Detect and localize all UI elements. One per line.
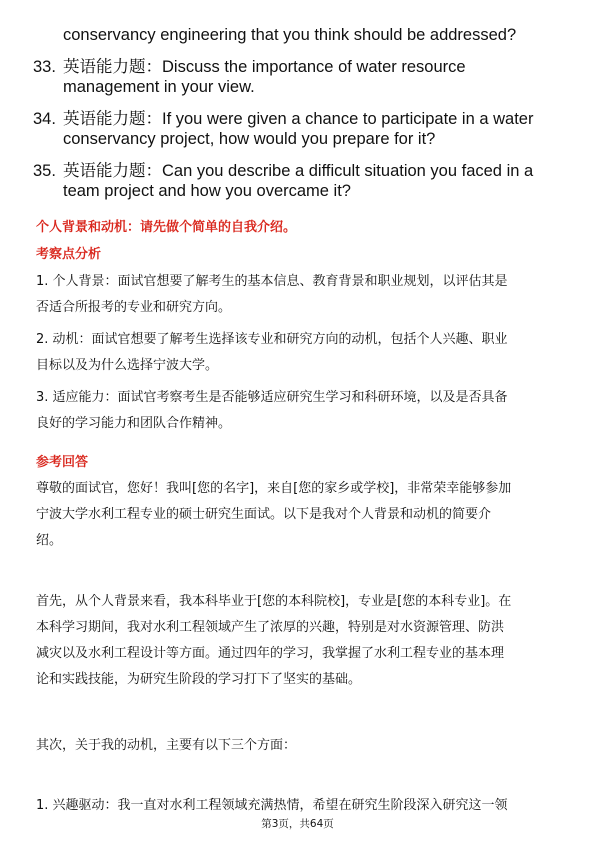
- question-34: [33, 109, 568, 129]
- question-text: 英语能力题：Discuss the importance of water resource: [63, 58, 466, 76]
- question-text: 英语能力题：Can you describe a difficult situation you faced in a: [63, 162, 534, 180]
- analysis-item-2-line1: 2. 动机：面试官想要了解考生选择该专业和研究方向的动机，包括个人兴趣、职业: [36, 332, 508, 347]
- analysis-item-1-line2: 否适合所报考的专业和研究方向。: [36, 300, 232, 315]
- answer-p1-line: 尊敬的面试官，您好！我叫[您的名字]，来自[您的家乡或学校]，非常荣幸能够参加: [36, 481, 512, 496]
- question-number: 34.: [33, 110, 56, 128]
- question-32-continuation: conservancy engineering that you think should be addressed?: [63, 26, 517, 44]
- analysis-heading: 考察点分析: [36, 247, 102, 262]
- analysis-list: [36, 269, 560, 437]
- question-33-line2: management in your view.: [63, 78, 255, 96]
- question-35-line2: team project and how you overcame it?: [63, 182, 351, 200]
- answer-paragraph-3: [36, 733, 560, 759]
- analysis-item-2-line2: 目标以及为什么选择宁波大学。: [36, 358, 219, 373]
- section-title: 个人背景和动机：请先做个简单的自我介绍。: [36, 220, 297, 235]
- answer-p1-line: 绍。: [36, 533, 63, 548]
- question-number: 35.: [33, 162, 56, 180]
- answer-paragraph-2: [36, 589, 560, 693]
- answer-paragraph-1: [36, 476, 560, 554]
- question-35: [33, 161, 568, 181]
- answer-heading: 参考回答: [36, 455, 89, 470]
- question-33: [33, 57, 568, 77]
- page-number-footer: 第3页，共64页: [261, 818, 334, 830]
- question-text: 英语能力题：If you were given a chance to participate in a water: [63, 110, 534, 128]
- analysis-item-3-line1: 3. 适应能力：面试官考察考生是否能够适应研究生学习和科研环境，以及是否具备: [36, 390, 508, 405]
- question-34-line2: conservancy project, how would you prepare for it?: [63, 130, 436, 148]
- analysis-item-3-line2: 良好的学习能力和团队合作精神。: [36, 416, 232, 431]
- question-number: 33.: [33, 58, 56, 76]
- analysis-item-1-line1: 1. 个人背景：面试官想要了解考生的基本信息、教育背景和职业规划，以评估其是: [36, 274, 508, 289]
- answer-p3-line: 其次，关于我的动机，主要有以下三个方面：: [36, 738, 297, 753]
- answer-p2-line: 本科学习期间，我对水利工程领域产生了浓厚的兴趣，特别是对水资源管理、防洪: [36, 620, 505, 635]
- answer-p1-line: 宁波大学水利工程专业的硕士研究生面试。以下是我对个人背景和动机的简要介: [36, 507, 492, 522]
- answer-p2-line: 首先，从个人背景来看，我本科毕业于[您的本科院校]，专业是[您的本科专业]。在: [36, 594, 512, 609]
- answer-p2-line: 论和实践技能，为研究生阶段的学习打下了坚实的基础。: [36, 672, 362, 687]
- answer-p2-line: 减灾以及水利工程设计等方面。通过四年的学习，我掌握了水利工程专业的基本理: [36, 646, 505, 661]
- answer-p4-line: 1. 兴趣驱动：我一直对水利工程领域充满热情，希望在研究生阶段深入研究这一领: [36, 798, 508, 813]
